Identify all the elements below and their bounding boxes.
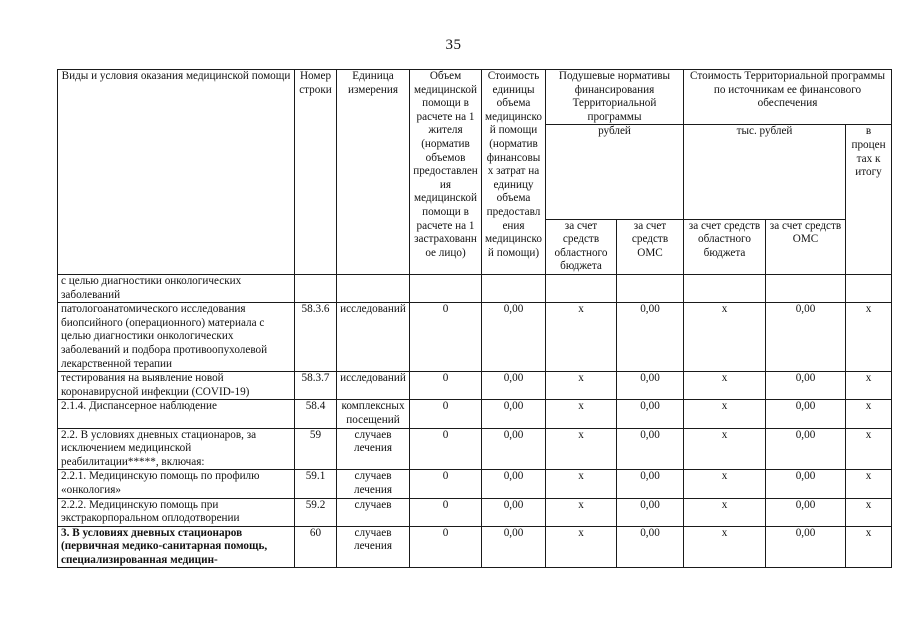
row-norm-oms: 0,00	[617, 498, 684, 526]
row-norm-budget: x	[546, 498, 617, 526]
header-norm-budget: за счет средств областного бюджета	[546, 219, 617, 274]
row-volume: 0	[410, 303, 482, 372]
row-volume: 0	[410, 428, 482, 470]
header-unit: Единица измерения	[337, 70, 410, 275]
row-label: 2.1.4. Диспансерное наблюдение	[58, 400, 295, 428]
row-norm-oms: 0,00	[617, 428, 684, 470]
table-row	[58, 400, 892, 428]
header-kind-of-care: Виды и условия оказания медицинской помощи	[58, 70, 295, 275]
row-number: 58.3.6	[295, 303, 337, 372]
table-row	[58, 275, 892, 303]
row-cost-oms: 0,00	[766, 428, 846, 470]
row-label: с целью диагностики онкологических заболеваний	[58, 275, 295, 303]
row-label: патологоанатомического исследования биопсийного (операционного) материала с целью диагностики онкологических заболеваний и подбора противоопухолевой лекарственной терапии	[58, 303, 295, 372]
row-percent: x	[846, 498, 892, 526]
row-percent	[846, 275, 892, 303]
row-cost-oms: 0,00	[766, 526, 846, 568]
row-norm-budget: x	[546, 303, 617, 372]
table-row	[58, 428, 892, 470]
row-unit: случаев лечения	[337, 470, 410, 498]
financing-table	[57, 69, 892, 568]
row-cost: 0,00	[482, 372, 546, 400]
row-norm-budget: x	[546, 526, 617, 568]
header-program-cost: Стоимость Территориальной программы по источникам ее финансового обеспечения	[684, 70, 892, 125]
row-number: 59.2	[295, 498, 337, 526]
row-percent: x	[846, 400, 892, 428]
row-cost: 0,00	[482, 470, 546, 498]
row-cost-budget: x	[684, 303, 766, 372]
table-row	[58, 526, 892, 568]
row-norm-oms: 0,00	[617, 372, 684, 400]
table-row	[58, 498, 892, 526]
header-per-capita-norms: Подушевые нормативы финансирования Территориальной программы	[546, 70, 684, 125]
row-cost: 0,00	[482, 498, 546, 526]
row-cost-oms: 0,00	[766, 400, 846, 428]
row-cost-budget: x	[684, 526, 766, 568]
row-volume: 0	[410, 372, 482, 400]
row-norm-budget: x	[546, 372, 617, 400]
row-norm-budget: x	[546, 470, 617, 498]
row-norm-oms	[617, 275, 684, 303]
row-number: 59	[295, 428, 337, 470]
row-norm-budget: x	[546, 400, 617, 428]
row-label: тестирования на выявление новой коронавирусной инфекции (COVID-19)	[58, 372, 295, 400]
header-norms-unit: рублей	[546, 125, 684, 219]
header-percent: в процентах к итогу	[846, 125, 892, 275]
header-cost-oms: за счет средств ОМС	[766, 219, 846, 274]
row-unit: исследований	[337, 372, 410, 400]
row-volume	[410, 275, 482, 303]
row-cost-budget: x	[684, 470, 766, 498]
row-volume: 0	[410, 498, 482, 526]
row-cost: 0,00	[482, 400, 546, 428]
row-number: 58.3.7	[295, 372, 337, 400]
row-percent: x	[846, 526, 892, 568]
row-percent: x	[846, 470, 892, 498]
header-row-1	[58, 70, 892, 125]
row-cost-budget: x	[684, 428, 766, 470]
row-label: 2.2.1. Медицинскую помощь по профилю «онкология»	[58, 470, 295, 498]
row-label: 2.2. В условиях дневных стационаров, за исключением медицинской реабилитации*****, включая:	[58, 428, 295, 470]
row-cost-budget	[684, 275, 766, 303]
row-norm-budget: x	[546, 428, 617, 470]
table-row	[58, 372, 892, 400]
row-volume: 0	[410, 526, 482, 568]
row-percent: x	[846, 428, 892, 470]
row-norm-oms: 0,00	[617, 470, 684, 498]
row-cost	[482, 275, 546, 303]
row-norm-oms: 0,00	[617, 526, 684, 568]
row-unit: комплексных посещений	[337, 400, 410, 428]
row-label: 3. В условиях дневных стационаров (первичная медико-санитарная помощь, специализированная медицин-	[58, 526, 295, 568]
row-number	[295, 275, 337, 303]
row-norm-budget	[546, 275, 617, 303]
row-norm-oms: 0,00	[617, 400, 684, 428]
row-unit: случаев лечения	[337, 526, 410, 568]
header-cost-budget: за счет средств областного бюджета	[684, 219, 766, 274]
row-number: 60	[295, 526, 337, 568]
row-cost: 0,00	[482, 526, 546, 568]
row-cost-budget: x	[684, 372, 766, 400]
row-unit	[337, 275, 410, 303]
table-row	[58, 303, 892, 372]
row-norm-oms: 0,00	[617, 303, 684, 372]
row-cost-budget: x	[684, 498, 766, 526]
row-cost-oms	[766, 275, 846, 303]
row-cost-oms: 0,00	[766, 470, 846, 498]
row-cost: 0,00	[482, 303, 546, 372]
row-unit: исследований	[337, 303, 410, 372]
row-cost-oms: 0,00	[766, 372, 846, 400]
header-row-number: Номер строки	[295, 70, 337, 275]
row-unit: случаев лечения	[337, 428, 410, 470]
row-cost-oms: 0,00	[766, 498, 846, 526]
row-cost-oms: 0,00	[766, 303, 846, 372]
row-cost-budget: x	[684, 400, 766, 428]
row-cost: 0,00	[482, 428, 546, 470]
row-unit: случаев	[337, 498, 410, 526]
row-percent: x	[846, 372, 892, 400]
row-number: 58.4	[295, 400, 337, 428]
header-volume: Объем медицинской помощи в расчете на 1 жителя (норматив объемов предоставления медицинской помощи в расчете на 1 застрахованное лицо)	[410, 70, 482, 275]
row-percent: x	[846, 303, 892, 372]
row-label: 2.2.2. Медицинскую помощь при экстракорпоральном оплодотворении	[58, 498, 295, 526]
row-number: 59.1	[295, 470, 337, 498]
header-unit-cost: Стоимость единицы объема медицинской помощи (норматив финансовых затрат на единицу объема предоставления медицинской помощи)	[482, 70, 546, 275]
header-norm-oms: за счет средств ОМС	[617, 219, 684, 274]
page-number: 35	[445, 37, 462, 53]
table-row	[58, 470, 892, 498]
header-cost-unit: тыс. рублей	[684, 125, 846, 219]
row-volume: 0	[410, 470, 482, 498]
row-volume: 0	[410, 400, 482, 428]
